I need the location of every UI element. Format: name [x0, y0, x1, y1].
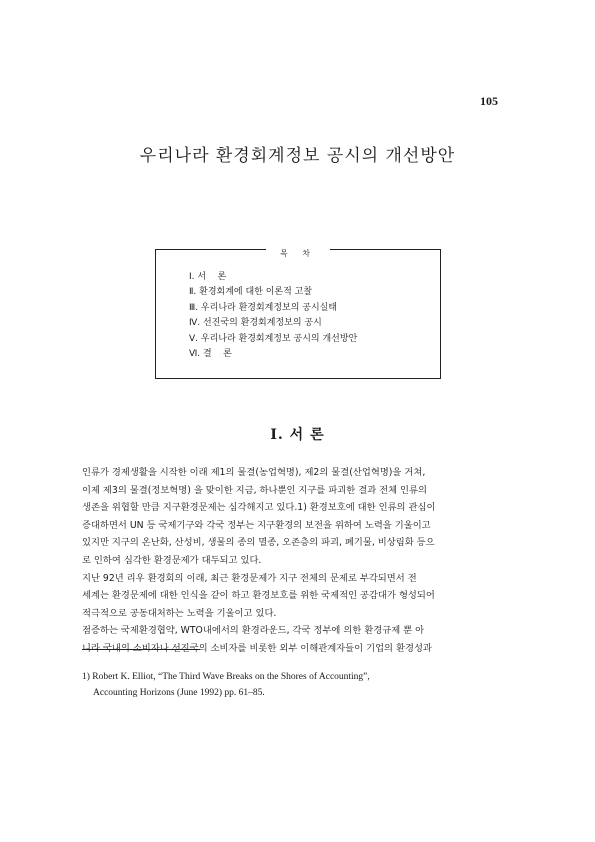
body-line: 지난 92년 리우 환경회의 이래, 최근 환경문제가 지구 전체의 문제로 부각되면서 전	[82, 572, 417, 584]
body-line: 이제 제3의 물결(정보혁명) 을 맞이한 지금, 하나뿐인 지구를 파괴한 결과 전체 인류의	[82, 484, 427, 496]
body-line: 세계는 환경문제에 대한 인식을 같이 하고 환경보호를 위한 국제적인 공감대가 형성되어	[82, 590, 435, 602]
footnote-divider	[82, 649, 200, 650]
toc-item: Ⅰ. 서 론	[189, 272, 227, 282]
toc-header: 목 차	[266, 249, 330, 258]
body-line: 인류가 경제생활을 시작한 이래 제1의 물결(농업혁명), 제2의 물결(산업혁명)을 거쳐,	[82, 467, 426, 478]
body-line: 로 인하여 심각한 환경문제가 대두되고 있다.	[82, 554, 262, 566]
section-heading: Ⅰ. 서 론	[270, 427, 325, 443]
page-number: 105	[480, 94, 498, 108]
body-line: 점증하는 국제환경협약, WTO내에서의 환경라운드, 각국 정부에 의한 환경규제 뿐 아	[82, 625, 425, 637]
table-of-contents	[155, 249, 441, 379]
toc-item: Ⅱ. 환경회계에 대한 이론적 고찰	[189, 287, 313, 298]
body-text	[82, 464, 500, 658]
footnote-continuation: Accounting Horizons (June 1992) pp. 61–85.	[93, 687, 265, 698]
toc-item: Ⅲ. 우리나라 환경회계정보의 공시실태	[189, 302, 338, 313]
toc-item: Ⅴ. 우리나라 환경회계정보 공시의 개선방안	[189, 333, 358, 344]
toc-item: Ⅵ. 결 론	[189, 349, 232, 360]
toc-item: Ⅳ. 선진국의 환경회계정보의 공시	[189, 318, 322, 329]
body-line: 증대하면서 UN 등 국제기구와 각국 정부는 지구환경의 보전을 위하여 노력을 기울이고	[82, 519, 431, 531]
document-title: 우리나라 환경회계정보 공시의 개선방안	[139, 146, 456, 166]
body-line: 생존을 위협할 만큼 지구환경문제는 심각해지고 있다.1) 환경보호에 대한 인류의 관심이	[82, 502, 436, 514]
body-line: 니라 국내의 소비자나 선진국의 소비자를 비롯한 외부 이해관계자들이 기업의 환경성과	[82, 642, 432, 654]
footnotes	[82, 670, 500, 701]
body-line: 있지만 지구의 온난화, 산성비, 생물의 종의 멸종, 오존층의 파괴, 폐기물, 비상림화 등으	[82, 537, 435, 549]
body-line: 적극적으로 공동대처하는 노력을 기울이고 있다.	[82, 607, 277, 619]
toc-header-wrapper	[156, 243, 440, 261]
footnote: 1) Robert K. Elliot, “The Third Wave Breaks on the Shores of Accounting”,	[82, 672, 370, 682]
toc-list	[189, 270, 357, 362]
